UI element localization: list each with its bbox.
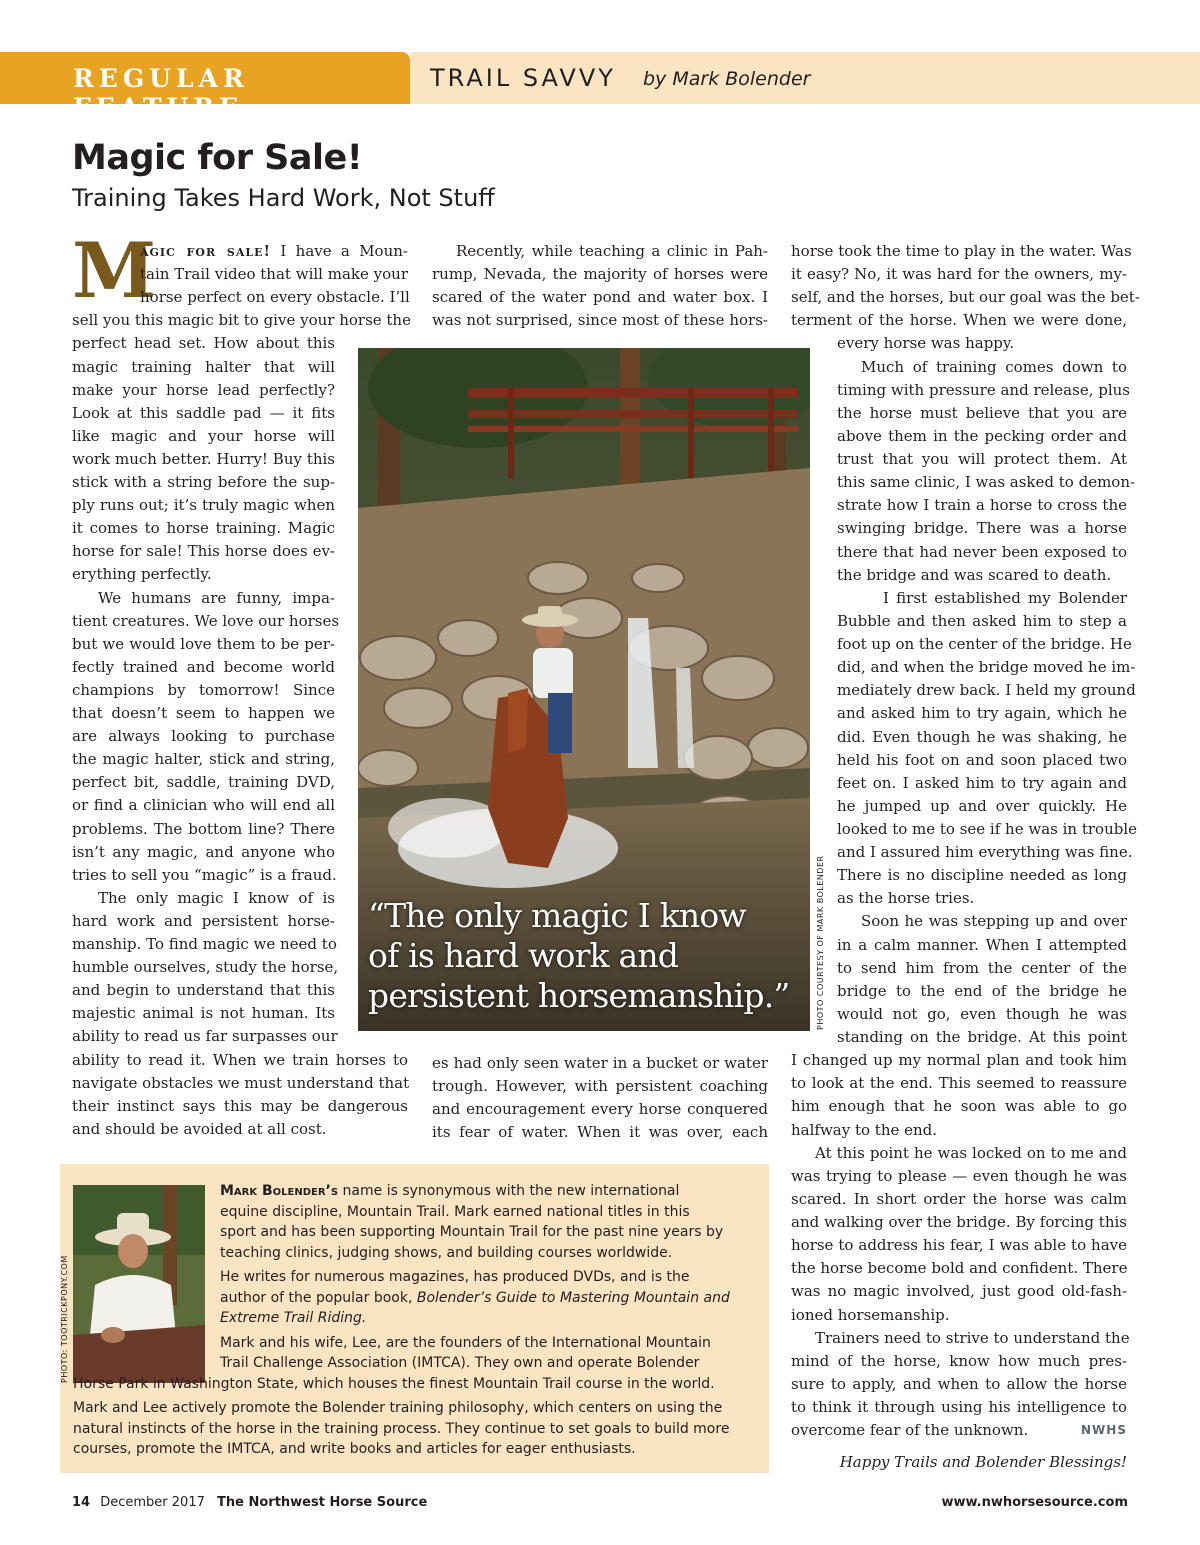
text-line: manship. To find magic we need to — [72, 935, 337, 953]
text-line: the horse must believe that you are — [837, 403, 1127, 422]
text-line: halfway to the end. — [791, 1120, 938, 1139]
text-line: mediately drew back. I held my ground — [837, 681, 1136, 700]
text-line: champions by tomorrow! Since — [72, 680, 335, 699]
section-label: REGULAR FEATURE — [73, 64, 249, 122]
photo-credit: PHOTO COURTESY OF MARK BOLENDER — [816, 855, 825, 1030]
publication-name: The Northwest Horse Source — [217, 1495, 428, 1510]
text-line: was trying to please — even though he was — [791, 1166, 1127, 1185]
text-line: terment of the horse. When we were done, — [791, 311, 1127, 330]
bio-text: equine discipline, Mountain Trail. Mark earned national titles in this — [220, 1203, 690, 1220]
text-line: problems. The bottom line? There — [72, 819, 335, 838]
book-title: Extreme Trail Riding. — [220, 1310, 367, 1326]
text-line: was not surprised, since most of these hors- — [432, 311, 768, 330]
bio-text: name is synonymous with the new international — [338, 1183, 680, 1199]
text-line: hard work and persistent horse- — [72, 911, 335, 930]
text-line: The only magic I know of is — [98, 888, 335, 907]
text-line: and I assured him everything was fine. — [837, 843, 1133, 862]
text-line: erything perfectly. — [72, 565, 212, 584]
text-line: this same clinic, I was asked to demon- — [837, 473, 1136, 492]
text-line: bridge to the end of the bridge he — [837, 981, 1127, 1000]
text-line: strate how I train a horse to cross the — [837, 496, 1127, 515]
text-line: trust that you will protect them. At — [837, 450, 1127, 469]
footer-url: www.nwhorsesource.com — [941, 1495, 1128, 1510]
text-line: to send him from the center of the — [837, 958, 1127, 977]
text-line: ioned horsemanship. — [791, 1305, 950, 1324]
text-line: work much better. Hurry! Buy this — [72, 449, 335, 468]
text-line: self, and the horses, but our goal was the bet- — [791, 288, 1140, 307]
text-line: Much of training comes down to — [861, 357, 1127, 376]
text-line: would not go, even though he was — [837, 1004, 1127, 1023]
text-line: horse took the time to play in the water. Was — [791, 242, 1132, 260]
text-line: timing with pressure and release, plus — [837, 380, 1130, 399]
bio-text: Mark and his wife, Lee, are the founders of the International Mountain — [220, 1334, 711, 1351]
text-line: magic training halter that will — [72, 357, 335, 376]
text-line: horse to address his fear, I was able to have — [791, 1236, 1127, 1255]
text-line: We humans are funny, impa- — [98, 588, 335, 607]
author-portrait — [73, 1185, 205, 1383]
article-subtitle: Training Takes Hard Work, Not Stuff — [72, 184, 495, 212]
text-line: sure to apply, and when to allow the horse — [791, 1374, 1127, 1393]
bio-line — [220, 1181, 679, 1202]
text-line: stick with a string before the sup- — [72, 473, 335, 491]
text-line: Bubble and then asked him to step a — [837, 611, 1127, 630]
text-line: scared of the water pond and water box. I — [432, 288, 768, 307]
text-line: isn’t any magic, and anyone who — [72, 842, 335, 861]
text-line: swinging bridge. There was a horse — [837, 519, 1127, 538]
text-line: there that had never been exposed to — [837, 542, 1127, 561]
section-banner — [0, 52, 410, 122]
text-line: ability to read it. When we train horses to — [72, 1050, 408, 1069]
text-line: navigate obstacles we must understand that — [72, 1073, 410, 1092]
text-line — [140, 240, 408, 263]
text-line: looked to me to see if he was in trouble — [837, 820, 1137, 838]
text-line: horse for sale! This horse does ev- — [72, 542, 335, 561]
bio-line — [220, 1267, 689, 1288]
text-line: like magic and your horse will — [72, 426, 335, 445]
text-line: ply runs out; it’s truly magic when — [72, 496, 335, 515]
article-title: Magic for Sale! — [72, 138, 363, 178]
book-title: Bolender’s Guide to Mastering Mountain and — [416, 1289, 730, 1306]
author-photo-credit: PHOTO: TOOTRICKPONY.COM — [60, 1255, 69, 1383]
text-line: foot up on the center of the bridge. He — [837, 635, 1132, 654]
text-line: feet on. I asked him to try again and — [837, 773, 1127, 792]
bio-line — [73, 1398, 722, 1419]
text-line: the bridge and was scared to death. — [837, 565, 1112, 584]
text-line: every horse was happy. — [837, 334, 1015, 353]
issue-date: December 2017 — [100, 1495, 205, 1510]
bio-text: teaching clinics, judging shows, and building courses worldwide. — [220, 1244, 673, 1261]
bio-line — [220, 1308, 366, 1329]
text-line: tient creatures. We love our horses — [72, 611, 340, 630]
text-line: and should be avoided at all cost. — [72, 1119, 327, 1138]
text-line: sell you this magic bit to give your horse the — [72, 311, 411, 330]
text-line: I changed up my normal plan and took him — [791, 1051, 1127, 1070]
page-number: 14 — [72, 1495, 91, 1510]
column-name: TRAIL SAVVY — [430, 64, 616, 92]
text-line: but we would love them to be per- — [72, 634, 335, 653]
bio-text: Horse Park in Washington State, which houses the finest Mountain Trail course in the world. — [73, 1375, 715, 1392]
bio-text: Mark and Lee actively promote the Bolender training philosophy, which centers on using the — [73, 1400, 723, 1416]
bio-text: courses, promote the IMTCA, and write books and articles for eager enthusiasts. — [73, 1441, 636, 1457]
text-line: it easy? No, it was hard for the owners, my- — [791, 265, 1127, 284]
text-line: held his foot on and soon placed two — [837, 750, 1127, 769]
text-line: There is no discipline needed as long — [837, 866, 1127, 885]
lead-text: I have a Moun- — [271, 242, 408, 260]
text-line: the magic halter, stick and string, — [72, 750, 335, 769]
text-line: he jumped up and over quickly. He — [837, 796, 1127, 815]
text-line: to look at the end. This seemed to reassure — [791, 1074, 1127, 1093]
text-line: humble ourselves, study the horse, — [72, 958, 339, 977]
article-photo — [358, 348, 810, 1031]
author-name: Mark Bolender’s — [220, 1183, 339, 1199]
byline: by Mark Bolender — [643, 68, 811, 90]
text-line: tain Trail video that will make your — [140, 265, 408, 284]
bio-line — [73, 1419, 729, 1440]
bio-line — [220, 1353, 699, 1374]
bio-line — [220, 1333, 711, 1354]
text-line: overcome fear of the unknown. — [791, 1421, 1029, 1440]
text-line: Recently, while teaching a clinic in Pah- — [456, 242, 768, 260]
text-line: was no magic involved, just good old-fash- — [791, 1282, 1127, 1301]
text-line: Soon he was stepping up and over — [861, 912, 1127, 931]
text-line: and walking over the bridge. By forcing this — [791, 1213, 1127, 1232]
text-line: its fear of water. When it was over, each — [432, 1123, 768, 1142]
pull-quote-line: persistent horsemanship.” — [368, 976, 790, 1015]
drop-cap: M — [72, 226, 157, 315]
text-line: es had only seen water in a bucket or water — [432, 1054, 768, 1072]
text-line: are always looking to purchase — [72, 727, 335, 746]
text-line: I first established my Bolender — [883, 588, 1127, 607]
text-line: Look at this saddle pad — it fits — [72, 403, 335, 422]
bio-line — [220, 1288, 730, 1309]
text-line: tries to sell you “magic” is a fraud. — [72, 865, 337, 884]
bio-text: natural instincts of the horse in the training process. They continue to set goals to build more — [73, 1420, 730, 1437]
text-line: and asked him to try again, which he — [837, 704, 1127, 723]
text-line: or find a clinician who will end all — [72, 796, 335, 815]
bio-text: Trail Challenge Association (IMTCA). They own and operate Bolender — [220, 1355, 700, 1371]
bio-line — [220, 1222, 723, 1243]
text-line: it comes to horse training. Magic — [72, 519, 335, 538]
text-line: At this point he was locked on to me and — [815, 1143, 1127, 1162]
bio-line — [220, 1202, 690, 1223]
text-line: perfect bit, saddle, training DVD, — [72, 773, 335, 792]
column-banner — [410, 52, 1200, 104]
text-line: horse perfect on every obstacle. I’ll — [140, 288, 410, 307]
author-photo — [73, 1185, 205, 1383]
bio-text: author of the popular book, — [220, 1289, 417, 1306]
text-line: the horse become bold and confident. There — [791, 1259, 1128, 1278]
text-line: fectly trained and become world — [72, 657, 335, 676]
text-line: to think it through using his intelligence to — [791, 1398, 1127, 1416]
text-line: in a calm manner. When I attempted — [837, 935, 1127, 954]
footer-left — [72, 1495, 427, 1510]
text-line: majestic animal is not human. Its — [72, 1004, 335, 1023]
signoff: Happy Trails and Bolender Blessings! — [839, 1453, 1127, 1471]
text-line: trough. However, with persistent coaching — [432, 1077, 768, 1096]
text-line: and begin to understand that this — [72, 981, 335, 1000]
bio-line — [73, 1439, 636, 1460]
text-line: rump, Nevada, the majority of horses were — [432, 265, 768, 284]
text-line: did, and when the bridge moved he im- — [837, 658, 1136, 677]
text-line: perfect head set. How about this — [72, 334, 335, 353]
bio-line — [220, 1243, 672, 1264]
text-line: and encouragement every horse conquered — [432, 1100, 768, 1119]
text-line: scared. In short order the horse was calm — [791, 1189, 1127, 1208]
text-line: that doesn’t seem to happen we — [72, 704, 335, 722]
bio-line — [73, 1374, 715, 1395]
text-line: standing on the bridge. At this point — [837, 1028, 1127, 1047]
pull-quote-line: “The only magic I know — [368, 896, 746, 935]
text-line: as the horse tries. — [837, 889, 975, 908]
lead-in: agic for sale! — [140, 242, 272, 260]
text-line: ability to read us far surpasses our — [72, 1027, 338, 1046]
bio-text: sport and has been supporting Mountain Trail for the past nine years by — [220, 1224, 724, 1240]
text-line: did. Even though he was shaking, he — [837, 727, 1127, 746]
bio-text: He writes for numerous magazines, has produced DVDs, and is the — [220, 1269, 690, 1285]
end-mark: NWHS — [1081, 1423, 1127, 1438]
pull-quote-line: of is hard work and — [368, 936, 679, 975]
text-line: make your horse lead perfectly? — [72, 380, 335, 399]
text-line: Trainers need to strive to understand the — [815, 1328, 1130, 1347]
text-line: above them in the pecking order and — [837, 426, 1127, 445]
text-line: mind of the horse, know how much pres- — [791, 1351, 1127, 1370]
text-line: their instinct says this may be dangerous — [72, 1096, 408, 1115]
text-line: him enough that he soon was able to go — [791, 1097, 1127, 1116]
